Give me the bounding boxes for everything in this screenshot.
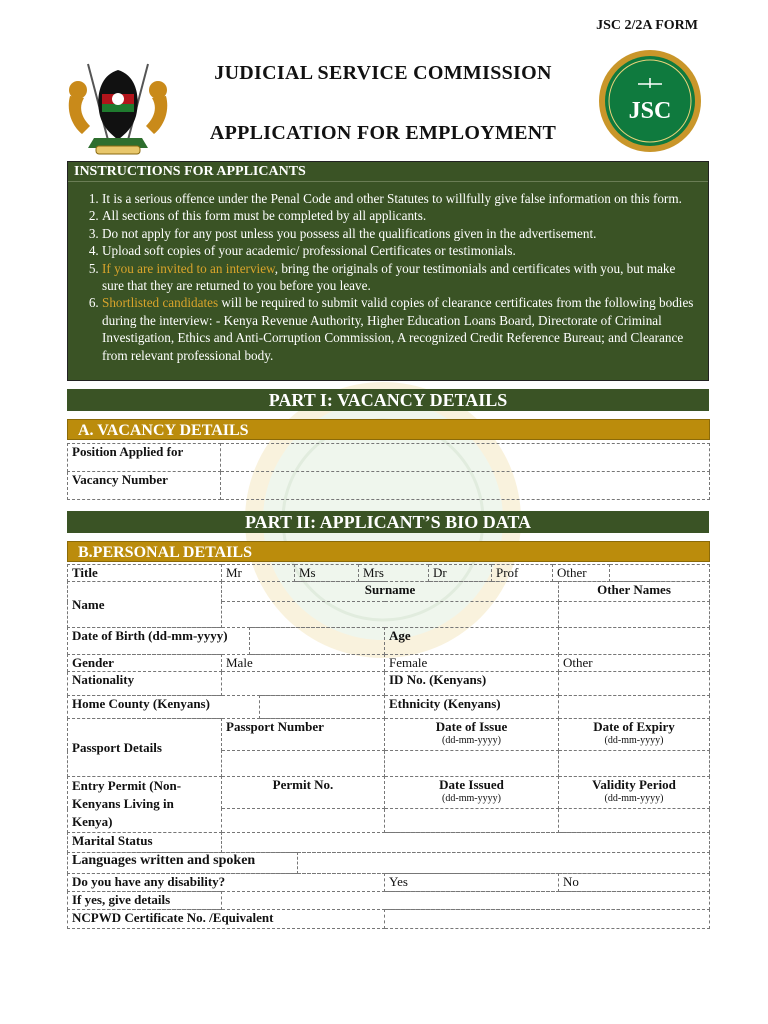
validity-period-text: Validity Period: [592, 777, 676, 792]
entry-permit-table: [67, 776, 710, 833]
nationality-label: Nationality: [68, 672, 222, 696]
name-table: [67, 581, 710, 628]
kenya-coat-of-arms-icon: [64, 56, 172, 156]
disability-table: [67, 873, 710, 892]
date-of-expiry-text: Date of Expiry: [593, 719, 675, 734]
ethnicity-label: Ethnicity (Kenyans): [385, 696, 559, 719]
county-table: [67, 695, 710, 719]
position-label: Position Applied for: [68, 444, 221, 472]
instruction-item: [102, 225, 696, 242]
disability-label: Do you have any disability?: [68, 874, 385, 892]
passport-number-field[interactable]: [222, 751, 385, 777]
dob-label: Date of Birth (dd-mm-yyyy): [68, 628, 250, 655]
vacancy-table: [67, 443, 710, 500]
age-field[interactable]: [559, 628, 710, 655]
surname-field[interactable]: [222, 602, 559, 628]
disability-details-table: [67, 891, 710, 910]
languages-label: Languages written and spoken: [68, 853, 298, 874]
instructions-heading: INSTRUCTIONS FOR APPLICANTS: [68, 162, 708, 182]
marital-status-field[interactable]: [222, 833, 710, 853]
org-title: JUDICIAL SERVICE COMMISSION: [214, 62, 552, 84]
ethnicity-field[interactable]: [559, 696, 710, 719]
age-label: Age: [385, 628, 559, 655]
dob-table: [67, 627, 710, 655]
instruction-item: [102, 190, 696, 207]
gender-female-option[interactable]: Female: [385, 655, 559, 672]
date-of-expiry-label: [559, 719, 710, 751]
languages-table: [67, 852, 710, 874]
instructions-list: [68, 190, 708, 364]
passport-table: [67, 718, 710, 777]
marital-table: [67, 832, 710, 853]
validity-period-label: [559, 777, 710, 809]
title-option-mr[interactable]: Mr: [222, 565, 295, 582]
permit-number-label: Permit No.: [222, 777, 385, 809]
entry-permit-label: Entry Permit (Non-Kenyans Living in Kenya): [68, 777, 222, 833]
ncpwd-table: [67, 909, 710, 929]
ncpwd-label: NCPWD Certificate No. /Equivalent: [68, 910, 385, 929]
disability-details-label: If yes, give details: [68, 892, 222, 910]
seal-text: JSC: [628, 98, 672, 124]
jsc-seal-icon: [598, 48, 702, 154]
other-names-field[interactable]: [559, 602, 710, 628]
permit-number-field[interactable]: [222, 809, 385, 833]
date-issued-label: [385, 777, 559, 809]
part1-title: PART I: VACANCY DETAILS: [67, 389, 709, 411]
date-issued-text: Date Issued: [439, 777, 504, 792]
title-option-ms[interactable]: Ms: [295, 565, 359, 582]
date-of-expiry-field[interactable]: [559, 751, 710, 777]
date-of-issue-text: Date of Issue: [435, 719, 508, 734]
id-number-field[interactable]: [559, 672, 710, 696]
section-b-header: B.PERSONAL DETAILS: [67, 541, 710, 562]
instruction-text: Do not apply for any post unless you possess all the qualifications given in the advertisement.: [102, 225, 597, 241]
disability-no-option[interactable]: No: [559, 874, 710, 892]
validity-period-field[interactable]: [559, 809, 710, 833]
form-code: JSC 2/2A FORM: [596, 18, 698, 33]
instruction-text: will be required to submit valid copies of clearance certificates from the following bodies during the interview: - Kenya Revenue Authority, Higher Education Loans Board, Directorate of Criminal Investigation, Ethics and Anti-Corruption Commission, A recognized Credit Reference Bureau; and Clearance from relevant professional body.: [102, 295, 694, 363]
id-number-label: ID No. (Kenyans): [385, 672, 559, 696]
vacancy-number-field[interactable]: [221, 472, 710, 500]
document-title: APPLICATION FOR EMPLOYMENT: [209, 122, 557, 144]
gender-table: [67, 654, 710, 696]
section-a-header: A. VACANCY DETAILS: [67, 419, 710, 440]
date-of-issue-field[interactable]: [385, 751, 559, 777]
title-option-dr[interactable]: Dr: [429, 565, 492, 582]
instruction-highlight: Shortlisted candidates: [102, 295, 219, 311]
vacancy-number-label: Vacancy Number: [68, 472, 221, 500]
date-format-hint: (dd-mm-yyyy): [442, 793, 501, 804]
instruction-text: , bring the originals of your testimonials and certificates with you, but make sure that they are returned to you before you leave.: [102, 260, 676, 294]
home-county-field[interactable]: [260, 696, 385, 719]
gender-other-option[interactable]: Other: [559, 655, 710, 672]
gender-label: Gender: [68, 655, 222, 672]
languages-field[interactable]: [298, 853, 710, 874]
marital-status-label: Marital Status: [68, 833, 222, 853]
instructions-box: [67, 161, 709, 381]
instruction-item: [102, 260, 696, 295]
title-row: [67, 564, 710, 582]
title-option-prof[interactable]: Prof: [492, 565, 553, 582]
instruction-item: [102, 242, 696, 259]
dob-field[interactable]: [250, 628, 385, 655]
date-issued-field[interactable]: [385, 809, 559, 833]
title-other-field[interactable]: [610, 565, 710, 582]
ncpwd-field[interactable]: [385, 910, 710, 929]
home-county-label: Home County (Kenyans): [68, 696, 260, 719]
instruction-text: It is a serious offence under the Penal Code and other Statutes to willfully give false information on this form.: [102, 191, 682, 206]
instruction-item: [102, 294, 696, 364]
disability-yes-option[interactable]: Yes: [385, 874, 559, 892]
date-format-hint: (dd-mm-yyyy): [604, 793, 664, 804]
instruction-text: Upload soft copies of your academic/ professional Certificates or testimonials.: [102, 243, 516, 259]
surname-label: Surname: [222, 582, 559, 602]
instruction-item: [102, 207, 696, 224]
position-field[interactable]: [221, 444, 710, 472]
instruction-highlight: If you are invited to an interview: [102, 260, 275, 276]
date-format-hint: (dd-mm-yyyy): [604, 735, 664, 746]
name-label: Name: [68, 582, 222, 628]
title-label: Title: [68, 565, 222, 582]
passport-number-label: Passport Number: [222, 719, 385, 751]
part2-title: PART II: APPLICANT’S BIO DATA: [67, 511, 709, 533]
date-of-issue-label: [385, 719, 559, 751]
title-option-other[interactable]: Other: [553, 565, 610, 582]
date-format-hint: (dd-mm-yyyy): [442, 735, 501, 746]
nationality-field[interactable]: [222, 672, 385, 696]
other-names-label: Other Names: [559, 582, 710, 602]
instruction-text: All sections of this form must be completed by all applicants.: [102, 208, 427, 224]
disability-details-field[interactable]: [222, 892, 710, 910]
title-option-mrs[interactable]: Mrs: [359, 565, 429, 582]
passport-label: Passport Details: [68, 719, 222, 777]
gender-male-option[interactable]: Male: [222, 655, 385, 672]
